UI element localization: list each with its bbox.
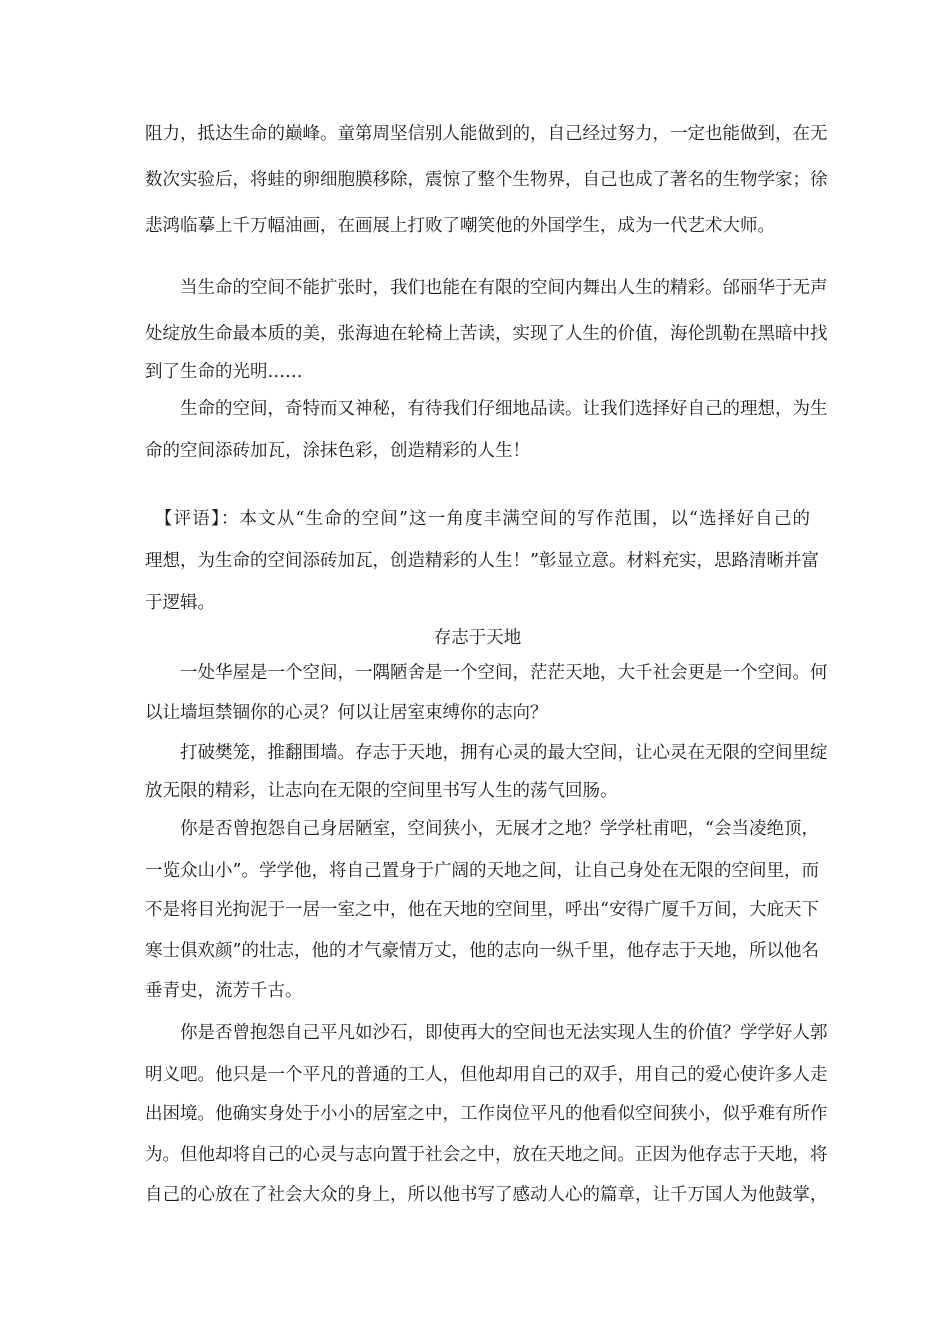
text-line: 以让墙垣禁锢你的心灵？何以让居室束缚你的志向？ xyxy=(145,703,548,723)
comment-line: 【评语】：本文从“生命的空间”这一角度丰满空间的写作范围，以“选择好自己的 xyxy=(145,509,810,529)
text-line: 当生命的空间不能扩张时，我们也能在有限的空间内舞出人生的精彩。邰丽华于无声 xyxy=(145,278,828,298)
text-line: 寒士俱欢颜”的壮志，他的才气豪情万丈，他的志向一纵千里，他存志于天地，所以他名 xyxy=(145,941,819,961)
text-line: 数次实验后，将蛙的卵细胞膜移除，震惊了整个生物界，自己也成了著名的生物学家；徐 xyxy=(145,170,828,190)
text-line: 命的空间添砖加瓦，涂抹色彩，创造精彩的人生！ xyxy=(145,441,530,461)
text-line: 明义吧。他只是一个平凡的普通的工人，但他却用自己的双手，用自己的爱心使许多人走 xyxy=(145,1065,828,1085)
text-line: 阻力，抵达生命的巅峰。童第周坚信别人能做到的，自己经过努力，一定也能做到，在无 xyxy=(145,124,828,144)
comment-line: 于逻辑。 xyxy=(145,593,215,613)
text-line: 垂青史，流芳千古。 xyxy=(145,981,303,1001)
text-line: 一览众山小”。学学他，将自己置身于广阔的天地之间，让自己身处在无限的空间里，而 xyxy=(145,861,819,881)
text-line: 一处华屋是一个空间，一隅陋舍是一个空间，茫茫天地，大千社会更是一个空间。何 xyxy=(145,663,828,683)
text-line: 出困境。他确实身处于小小的居室之中，工作岗位平凡的他看似空间狭小，似乎难有所作 xyxy=(145,1104,828,1124)
text-line: 自己的心放在了社会大众的身上，所以他书写了感动人心的篇章，让千万国人为他鼓掌， xyxy=(145,1185,828,1205)
text-line: 放无限的精彩，让志向在无限的空间里书写人生的荡气回肠。 xyxy=(145,781,618,801)
text-line: 为。但他却将自己的心灵与志向置于社会之中，放在天地之间。正因为他存志于天地，将 xyxy=(145,1145,828,1165)
essay-title: 存志于天地 xyxy=(433,628,522,648)
text-line: 悲鸿临摹上千万幅油画，在画展上打败了嘲笑他的外国学生，成为一代艺术大师。 xyxy=(145,216,775,236)
text-line: 不是将目光拘泥于一居一室之中，他在天地的空间里，呼出“安得广厦千万间，大庇天下 xyxy=(145,900,819,920)
text-line: 生命的空间，奇特而又神秘，有待我们仔细地品读。让我们选择好自己的理想，为生 xyxy=(145,399,828,419)
text-line: 你是否曾抱怨自己平凡如沙石，即使再大的空间也无法实现人生的价值？学学好人郭 xyxy=(145,1023,828,1043)
comment-line: 理想，为生命的空间添砖加瓦，创造精彩的人生！”彰显立意。材料充实，思路清晰并富 xyxy=(145,551,819,571)
text-line: 处绽放生命最本质的美，张海迪在轮椅上苦读，实现了人生的价值，海伦凯勒在黑暗中找 xyxy=(145,324,828,344)
text-line: 你是否曾抱怨自己身居陋室，空间狭小，无展才之地？学学杜甫吧，“会当凌绝顶， xyxy=(145,819,819,839)
text-line: 到了生命的光明…… xyxy=(145,362,303,382)
text-line: 打破樊笼，推翻围墙。存志于天地，拥有心灵的最大空间，让心灵在无限的空间里绽 xyxy=(145,743,828,763)
